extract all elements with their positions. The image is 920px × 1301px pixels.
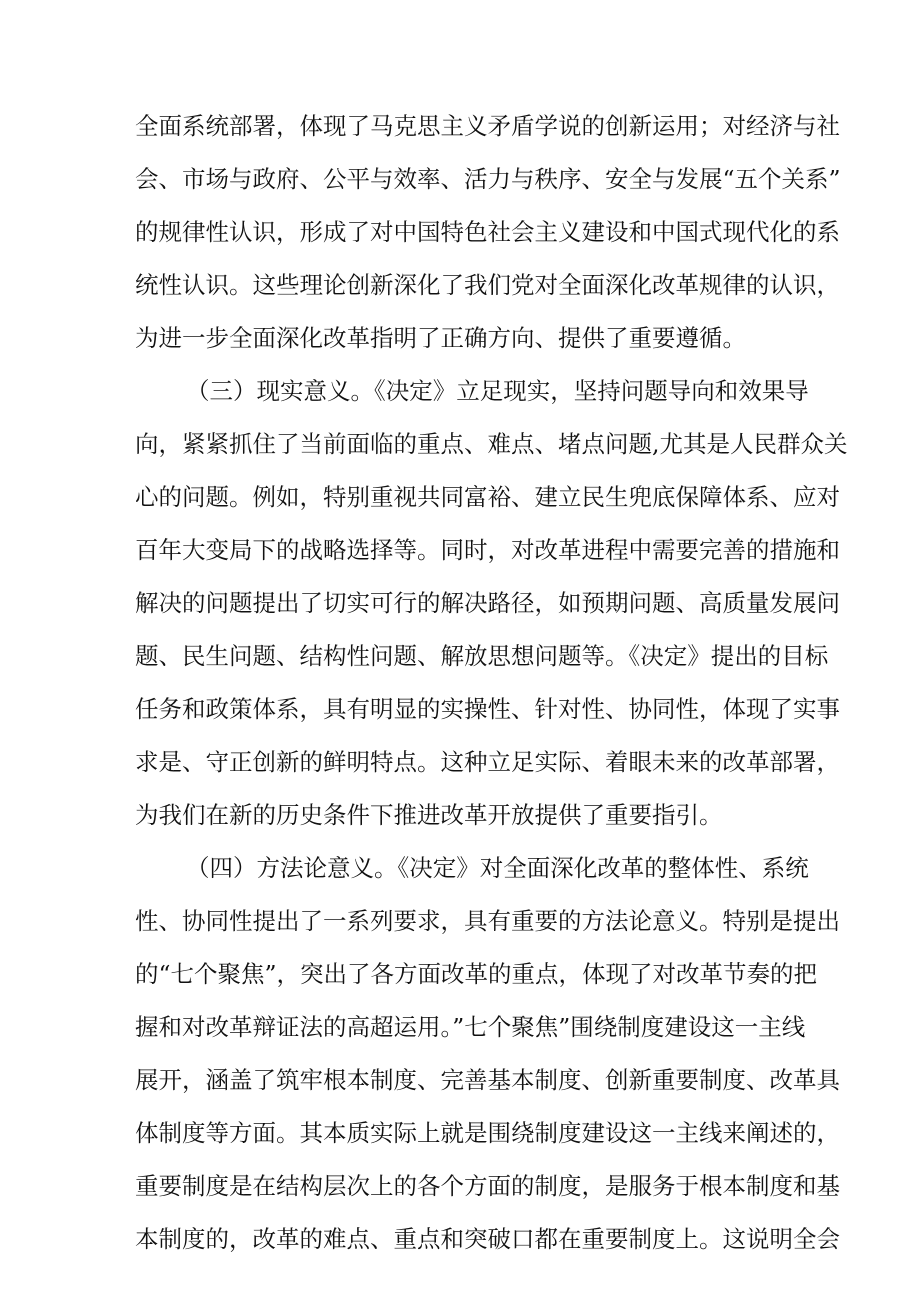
paragraph-1-line-2: 会、市场与政府、公平与效率、活力与秩序、安全与发展“五个关系” <box>135 165 841 193</box>
paragraph-1-line-5: 为进一步全面深化改革指明了正确方向、提供了重要遵循。 <box>135 324 746 352</box>
paragraph-2-line-4: 百年大变局下的战略选择等。同时，对改革进程中需要完善的措施和 <box>135 536 840 564</box>
paragraph-1-line-3: 的规律性认识，形成了对中国特色社会主义建设和中国式现代化的系 <box>135 218 840 246</box>
paragraph-3-line-1: （四）方法论意义。《决定》对全面深化改革的整体性、系统 <box>186 854 809 882</box>
paragraph-2-line-1: （三）现实意义。《决定》立足现实，坚持问题导向和效果导 <box>186 377 809 405</box>
paragraph-3-line-8: 本制度的，改革的难点、重点和突破口都在重要制度上。这说明全会 <box>135 1225 840 1253</box>
paragraph-1-line-1: 全面系统部署，体现了马克思主义矛盾学说的创新运用；对经济与社 <box>135 112 840 140</box>
paragraph-2-line-5: 解决的问题提出了切实可行的解决路径，如预期问题、高质量发展问 <box>135 589 840 617</box>
paragraph-2-line-6: 题、民生问题、结构性问题、解放思想问题等。《决定》提出的目标 <box>135 642 829 670</box>
paragraph-3-line-3: 的“七个聚焦”，突出了各方面改革的重点，体现了对改革节奏的把 <box>135 960 818 988</box>
paragraph-2-line-7: 任务和政策体系，具有明显的实操性、针对性、协同性，体现了实事 <box>135 695 840 723</box>
paragraph-1-line-4: 统性认识。这些理论创新深化了我们党对全面深化改革规律的认识， <box>135 271 840 299</box>
paragraph-3-line-6: 体制度等方面。其本质实际上就是围绕制度建设这一主线来阐述的， <box>135 1119 840 1147</box>
paragraph-2-line-3: 心的问题。例如，特别重视共同富裕、建立民生兜底保障体系、应对 <box>135 483 840 511</box>
paragraph-2-line-2: 向，紧紧抓住了当前面临的重点、难点、堵点问题,尤其是人民群众关 <box>135 430 848 458</box>
paragraph-3-line-7: 重要制度是在结构层次上的各个方面的制度，是服务于根本制度和基 <box>135 1172 840 1200</box>
paragraph-2-line-8: 求是、守正创新的鲜明特点。这种立足实际、着眼未来的改革部署， <box>135 748 840 776</box>
paragraph-3-line-2: 性、协同性提出了一系列要求，具有重要的方法论意义。特别是提出 <box>135 907 840 935</box>
paragraph-3-line-5: 展开，涵盖了筑牢根本制度、完善基本制度、创新重要制度、改革具 <box>135 1066 840 1094</box>
paragraph-2-line-9: 为我们在新的历史条件下推进改革开放提供了重要指引。 <box>135 801 723 829</box>
paragraph-3-line-4: 握和对改革辩证法的高超运用。”七个聚焦”围绕制度建设这一主线 <box>135 1013 806 1041</box>
